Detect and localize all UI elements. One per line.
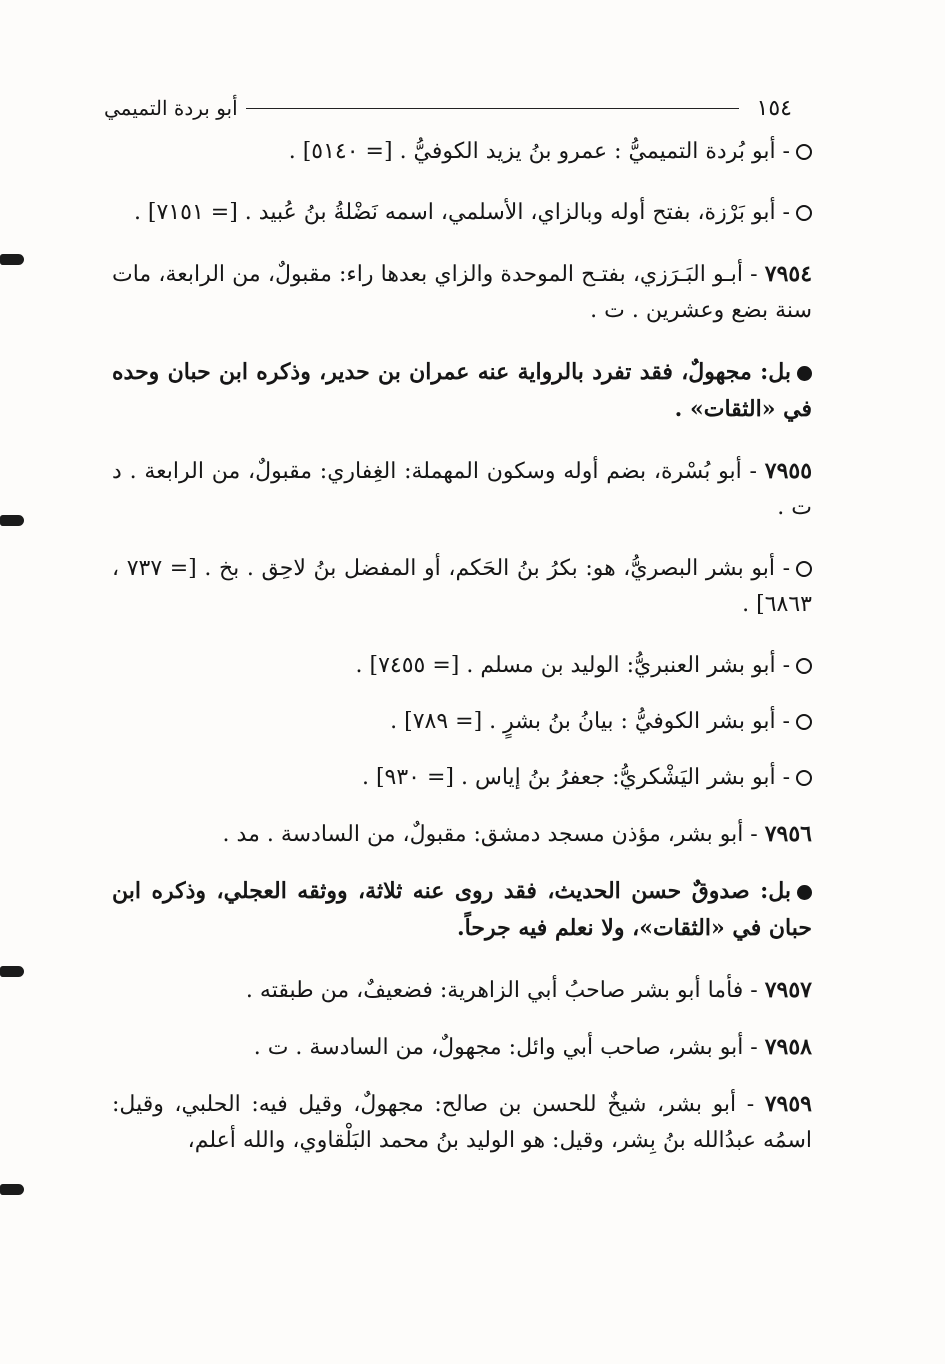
entry-cross-reference <box>112 551 812 623</box>
entry-cross-reference <box>112 648 812 684</box>
entry-number: ٧٩٥٧ <box>764 977 812 1003</box>
entry-text: بل: صدوقٌ حسن الحديث، فقد روى عنه ثلاثة، ووثقه العجلي، وذكره ابن حبان في «الثقات»، ولا نعلم فيه جرحاً. <box>112 878 812 941</box>
filled-circle-icon <box>797 366 812 381</box>
hollow-circle-icon <box>796 561 812 577</box>
entry-text: - أبو بشر، صاحب أبي وائل: مجهولٌ، من السادسة . ت . <box>253 1035 758 1060</box>
entry-commentary <box>112 873 812 947</box>
entry-text: - أبو بَرْزة، بفتح أوله وبالزاي، الأسلمي، اسمه نَضْلةُ بنُ عُبيد . [= ٧١٥١] . <box>133 200 790 225</box>
margin-thumb-mark <box>0 1184 24 1195</box>
entry-text: - أبو بشر اليَشْكريُّ: جعفرُ بنُ إياس . [= ٩٣٠] . <box>361 765 790 790</box>
margin-thumb-mark <box>0 515 24 526</box>
entry-numbered <box>112 256 812 329</box>
entry-numbered <box>112 453 812 526</box>
entry-numbered <box>112 1029 812 1066</box>
page-header <box>104 88 792 128</box>
entries-body <box>112 134 812 1184</box>
filled-circle-icon <box>797 885 812 900</box>
entry-cross-reference <box>112 704 812 740</box>
entry-cross-reference <box>112 134 812 170</box>
entry-text: بل: مجهولٌ، فقد تفرد بالرواية عنه عمران بن حدير، وذكره ابن حبان وحده في «الثقات» . <box>112 359 812 422</box>
entry-text: - أبو بشر الكوفيُّ : بيانُ بنُ بشرٍ . [= ٧٨٩] . <box>390 709 790 734</box>
running-title: أبو بردة التميمي <box>104 96 238 120</box>
entry-numbered <box>112 1086 812 1159</box>
entry-commentary <box>112 354 812 428</box>
entry-text: - فأما أبو بشر صاحبُ أبي الزاهرية: فضعيفٌ، من طبقته . <box>245 978 758 1003</box>
header-rule <box>246 108 739 109</box>
margin-thumb-mark <box>0 966 24 977</box>
entry-number: ٧٩٥٤ <box>764 261 813 287</box>
margin-thumb-mark <box>0 254 24 265</box>
entry-text: - أبو بُردة التميميُّ : عمرو بنُ يزيد الكوفيُّ . [= ٥١٤٠] . <box>288 139 790 164</box>
entry-number: ٧٩٥٨ <box>764 1034 812 1060</box>
entry-text: - أبـو البَـرَزي، بفتـح الموحدة والزاي بعدها راء: مقبولٌ، من الرابعة، مات سنة بضع وعشرين . ت . <box>112 262 812 323</box>
entry-number: ٧٩٥٩ <box>764 1091 812 1117</box>
entry-cross-reference <box>112 195 812 231</box>
entry-text: - أبو بُسْرة، بضم أوله وسكون المهملة: الغِفاري: مقبولٌ، من الرابعة . د ت . <box>112 459 812 520</box>
entry-cross-reference <box>112 760 812 796</box>
hollow-circle-icon <box>796 205 812 221</box>
entry-text: - أبو بشر البصريُّ، هو: بكرُ بنُ الحَكم، أو المفضل بنُ لاحِق . بخ . [= ٧٣٧ ، ٦٨٦٣] . <box>112 556 812 617</box>
entry-text: - أبو بشر، شيخٌ للحسن بن صالح: مجهولٌ، وقيل فيه: الحلبي، وقيل: اسمُه عبدُالله بنُ بِشر، وقيل: هو الوليد بنُ محمد البَلْقاوي، والله أعلم، <box>112 1092 812 1153</box>
hollow-circle-icon <box>796 144 812 160</box>
entry-text: - أبو بشر، مؤذن مسجد دمشق: مقبولٌ، من السادسة . مد . <box>222 822 758 847</box>
entry-number: ٧٩٥٥ <box>764 458 813 484</box>
page-number: ١٥٤ <box>756 95 792 121</box>
hollow-circle-icon <box>796 770 812 786</box>
hollow-circle-icon <box>796 714 812 730</box>
entry-numbered <box>112 972 812 1009</box>
hollow-circle-icon <box>796 658 812 674</box>
entry-text: - أبو بشر العنبريُّ: الوليد بن مسلم . [= ٧٤٥٥] . <box>355 653 790 678</box>
entry-numbered <box>112 816 812 853</box>
entry-number: ٧٩٥٦ <box>764 821 812 847</box>
